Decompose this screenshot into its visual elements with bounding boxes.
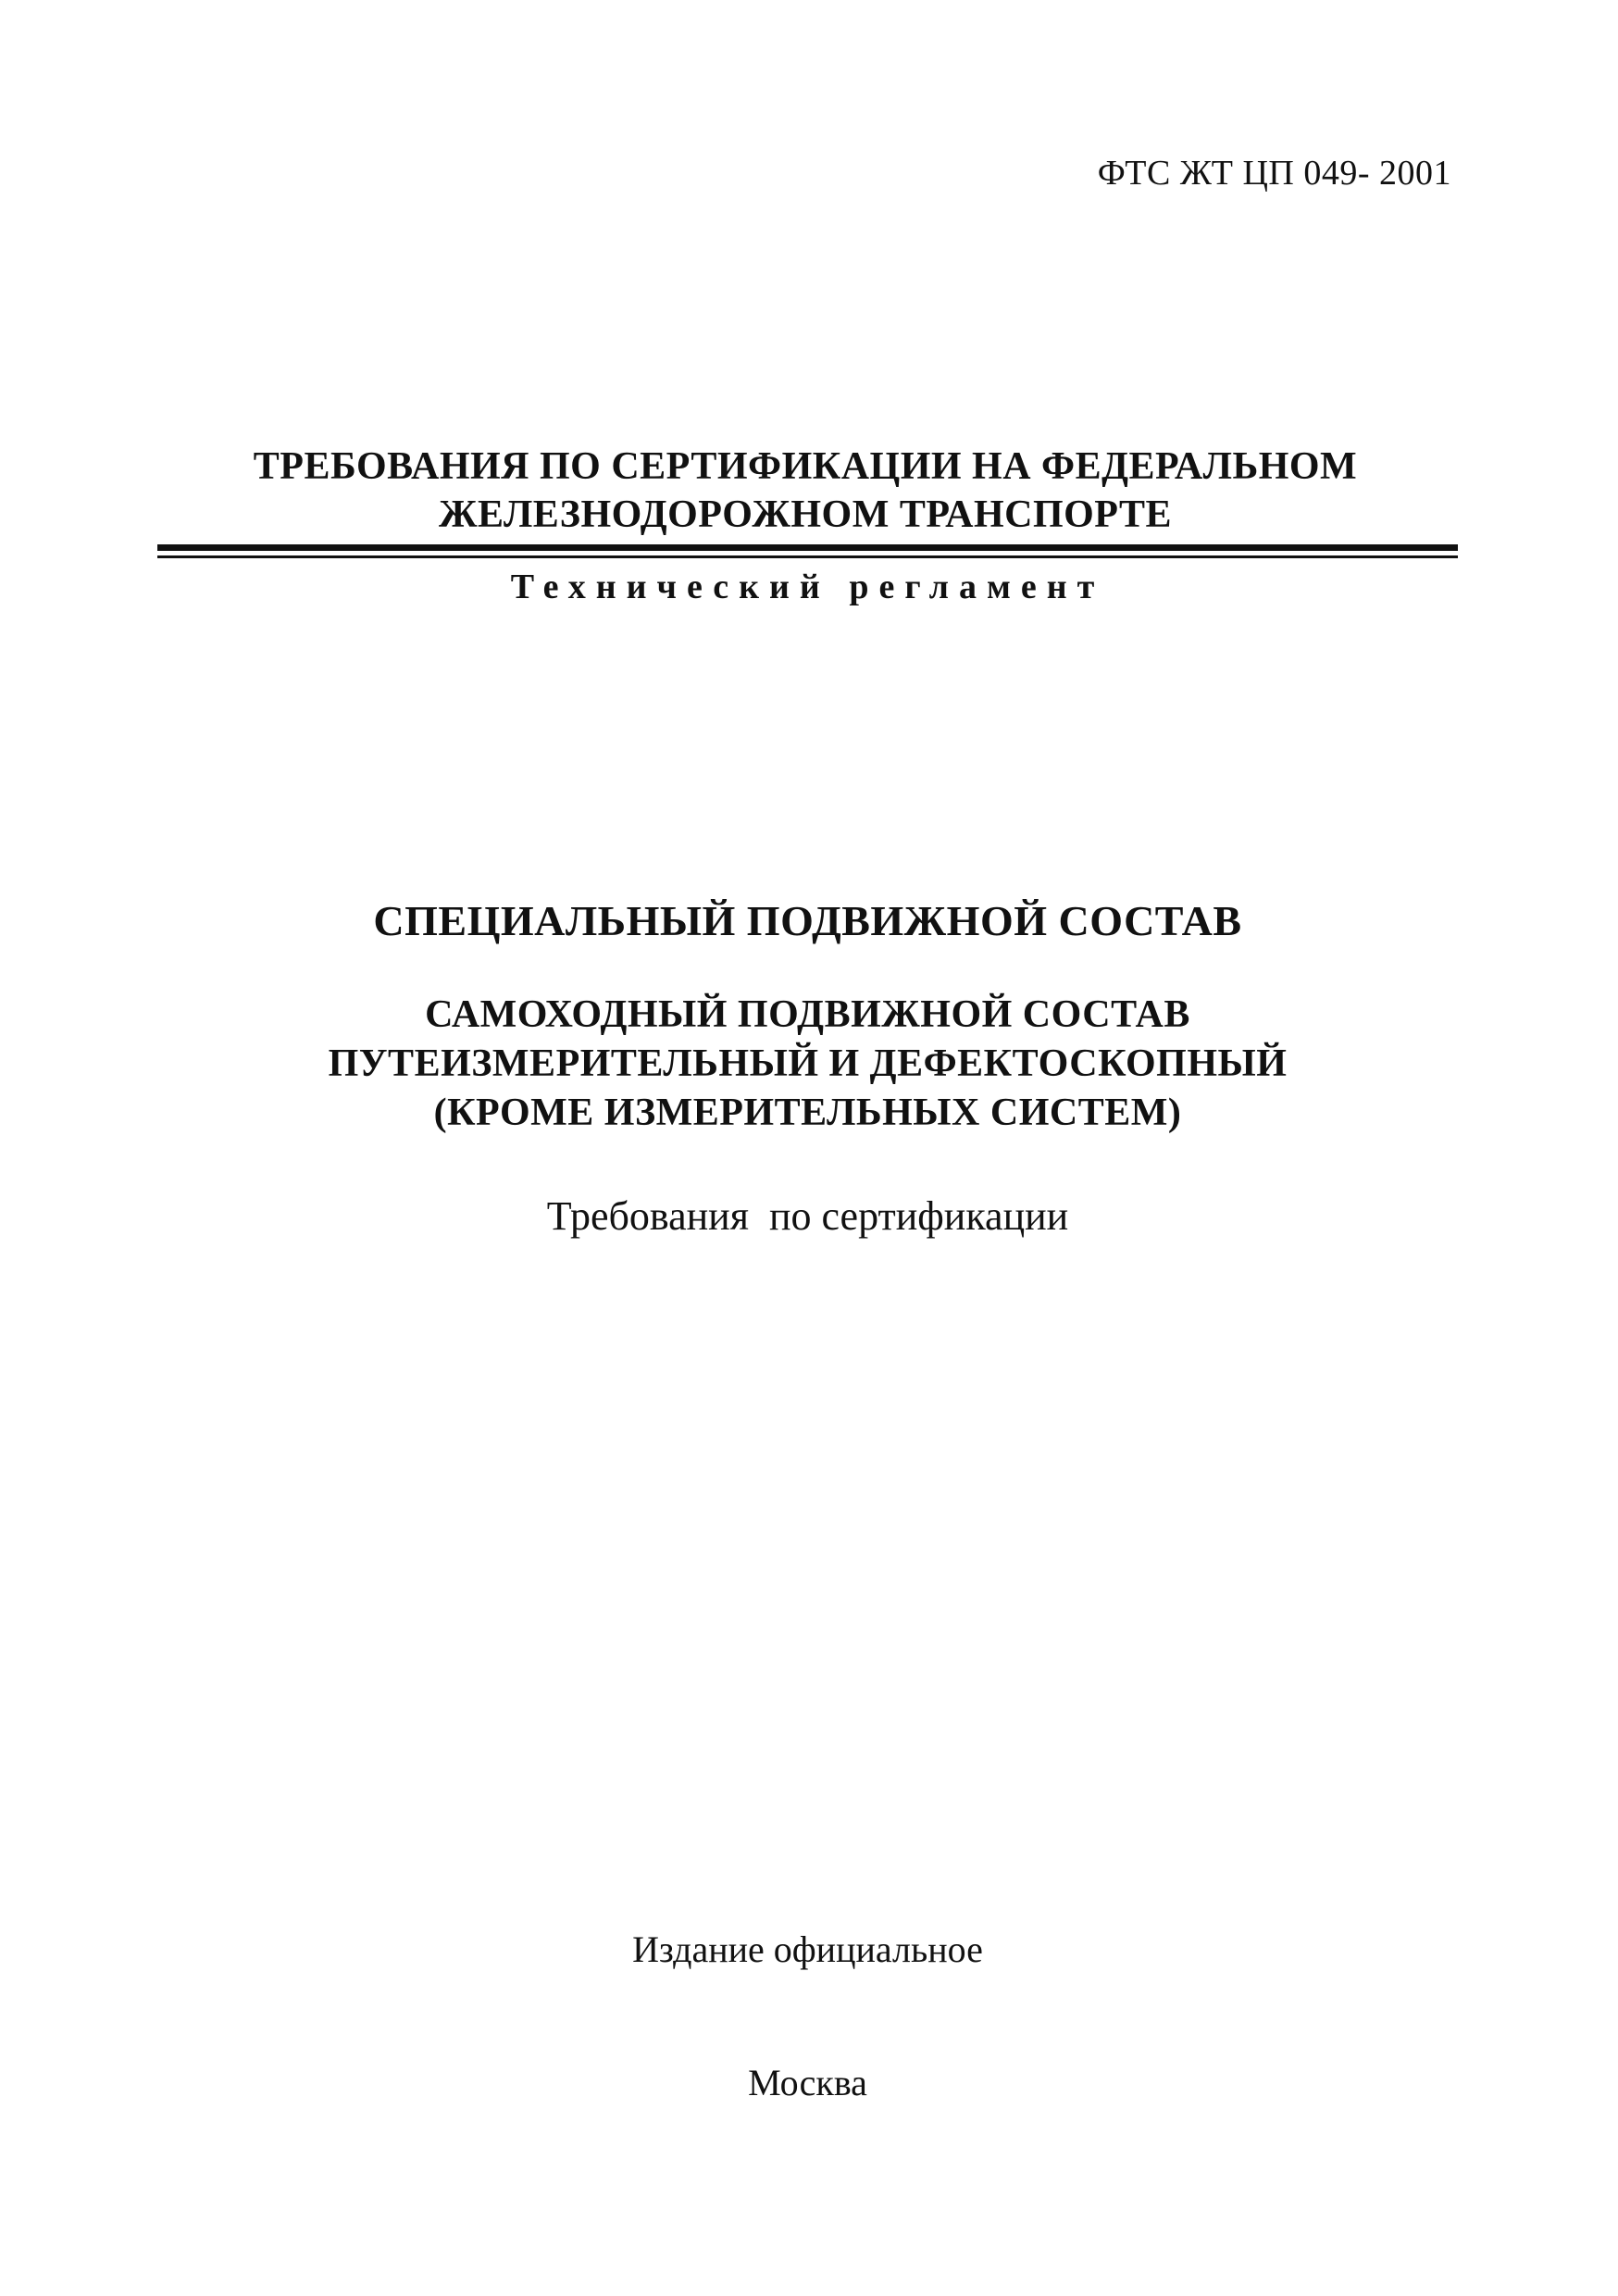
main-title: СПЕЦИАЛЬНЫЙ ПОДВИЖНОЙ СОСТАВ <box>373 897 1242 944</box>
series-title-line-1: ТРЕБОВАНИЯ ПО СЕРТИФИКАЦИИ НА ФЕДЕРАЛЬНОМ <box>253 445 1358 488</box>
double-rule-divider <box>157 544 1458 558</box>
thick-rule <box>157 544 1458 551</box>
edition-note: Издание официальное <box>632 1928 983 1970</box>
document-type: Технический регламент <box>510 568 1105 606</box>
subtitle-line-3: (КРОМЕ ИЗМЕРИТЕЛЬНЫХ СИСТЕМ) <box>433 1092 1182 1134</box>
thin-rule <box>157 555 1458 558</box>
publication-city: Москва <box>748 2062 867 2103</box>
subtitle <box>157 991 1458 1138</box>
subtitle-line-1: САМОХОДНЫЙ ПОДВИЖНОЙ СОСТАВ <box>425 993 1190 1036</box>
series-title <box>157 443 1453 539</box>
series-title-line-2: ЖЕЛЕЗНОДОРОЖНОМ ТРАНСПОРТЕ <box>439 493 1172 536</box>
subtitle-line-2: ПУТЕИЗМЕРИТЕЛЬНЫЙ И ДЕФЕКТОСКОПНЫЙ <box>328 1042 1288 1085</box>
requirements-heading: Требования по сертификации <box>546 1193 1069 1239</box>
document-code: ФТС ЖТ ЦП 049- 2001 <box>1097 154 1451 193</box>
